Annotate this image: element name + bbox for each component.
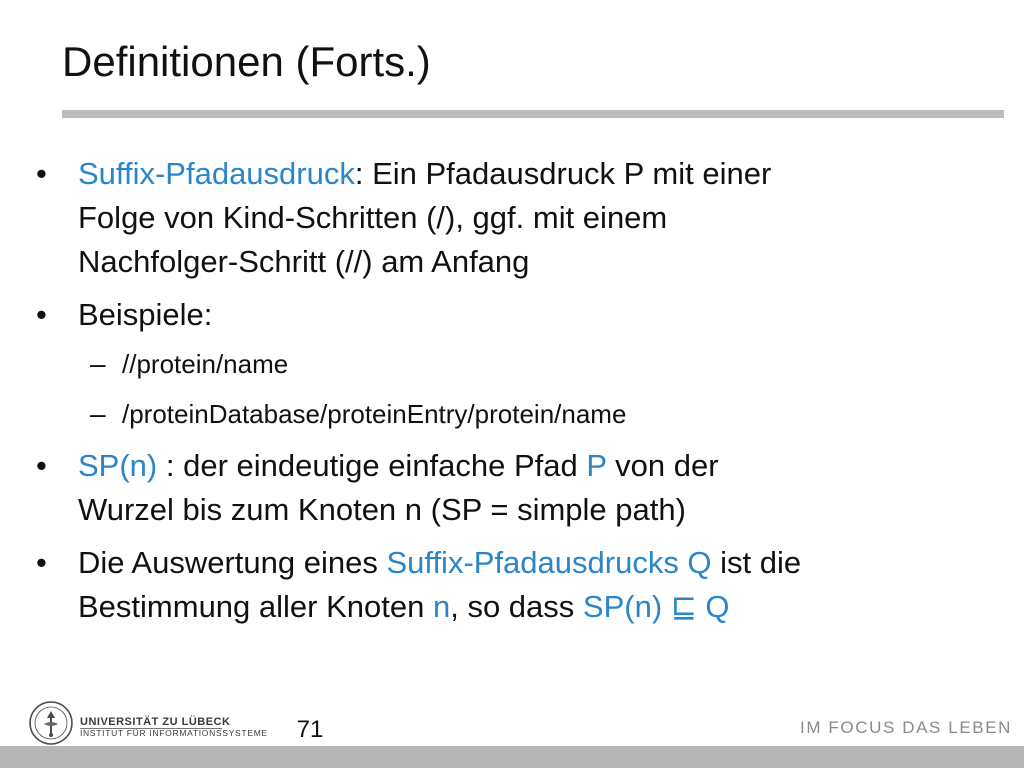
institute-name: INSTITUT FÜR INFORMATIONSSYSTEME [80, 728, 268, 738]
bullet-text: ist die [711, 545, 802, 580]
bullet-text: Die Auswertung eines [78, 545, 387, 580]
bullet-line: Wurzel bis zum Knoten n (SP = simple path) [78, 492, 686, 527]
bullet-evaluation [36, 541, 978, 629]
university-tagline: IM FOCUS DAS LEBEN [800, 718, 1013, 737]
bullet-text: , so dass [450, 589, 583, 624]
footer-bar [0, 746, 1024, 768]
sub-bullet-dash: – [90, 348, 106, 379]
bullet-line [78, 444, 978, 488]
term-sp-n-subsumes-q: SP(n) ⊑ Q [582, 589, 730, 624]
example-item [90, 346, 982, 382]
bullet-text: : Ein Pfadausdruck P mit einer [354, 156, 772, 191]
bullet-line [78, 585, 978, 629]
bullet-line [78, 541, 978, 585]
slide-title: Definitionen (Forts.) [62, 38, 431, 85]
bullet-line: Folge von Kind-Schritten (/), ggf. mit einem [78, 200, 668, 235]
bullet-dot: • [36, 297, 47, 332]
term-n: n [432, 589, 451, 624]
bullet-text: von der [606, 448, 719, 483]
bullet-text: : der eindeutige einfache Pfad [157, 448, 587, 483]
bullet-line: Beispiele: [78, 297, 213, 332]
bullet-dot: • [36, 156, 47, 191]
example-path: /proteinDatabase/proteinEntry/protein/name [122, 399, 627, 429]
university-name: UNIVERSITÄT ZU LÜBECK [80, 716, 231, 728]
term-p: P [586, 448, 607, 483]
university-seal-icon [28, 700, 74, 746]
term-sp-n: SP(n) [78, 448, 158, 483]
bullet-dot: • [36, 448, 47, 483]
bullet-line [78, 152, 978, 196]
page-number: 71 [296, 716, 324, 743]
bullet-examples [36, 293, 978, 337]
sub-bullet-dash: – [90, 398, 106, 429]
example-item [90, 396, 982, 432]
bullet-sp-definition [36, 444, 978, 532]
term-suffix-pfadausdrucks-q: Suffix-Pfadausdrucks Q [386, 545, 712, 580]
title-divider [62, 110, 1004, 118]
term-suffix-pfadausdruck: Suffix-Pfadausdruck [78, 156, 355, 191]
bullet-dot: • [36, 545, 47, 580]
bullet-text: Bestimmung aller Knoten [78, 589, 433, 624]
example-path: //protein/name [122, 349, 289, 379]
bullet-line: Nachfolger-Schritt (//) am Anfang [78, 244, 530, 279]
bullet-suffix-definition [36, 152, 978, 284]
